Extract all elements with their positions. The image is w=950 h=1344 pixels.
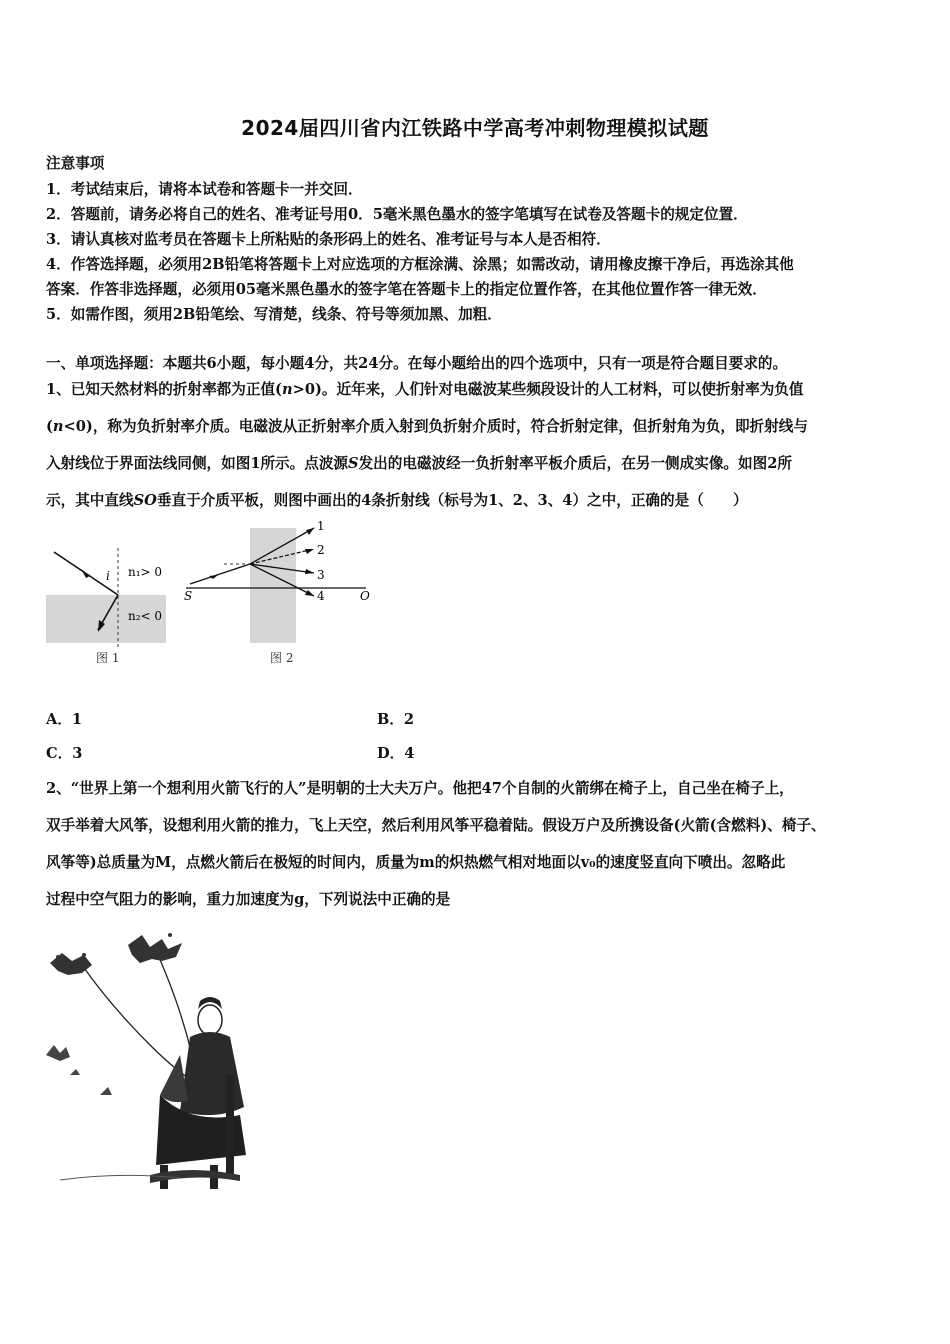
fig2-incident-arrow <box>209 575 218 579</box>
option-a: A．1 <box>46 711 83 728</box>
notice-heading: 注意事项 <box>46 155 105 172</box>
q1-line-3: 入射线位于界面法线同侧，如图1所示。点波源S发出的电磁波经一负折射率平板介质后，在另一侧成实像。如图2所 <box>46 455 792 472</box>
q2-line-2: 双手举着大风筝，设想利用火箭的推力，飞上天空，然后利用风筝平稳着陆。假设万户及所携设备(火箭(含燃料)、椅子、 <box>46 817 826 834</box>
notice-item-5: 5．如需作图，须用2B铅笔绘、写清楚，线条、符号等须加黑、加粗． <box>46 306 502 323</box>
notice-item-3: 3．请认真核对监考员在答题卡上所粘贴的条形码上的姓名、准考证号与本人是否相符． <box>46 231 611 248</box>
fig2-ray-label-3: 3 <box>317 568 325 582</box>
fig2-ray-label-2: 2 <box>317 543 325 557</box>
figure-2 <box>180 518 380 670</box>
q1-line-1: 1、已知天然材料的折射率都为正值(n>0)。近年来，人们针对电磁波某些频段设计的人工材料，可以使折射率为负值 <box>46 381 804 398</box>
q2-line-4: 过程中空气阻力的影响，重力加速度为g，下列说法中正确的是 <box>46 891 451 908</box>
page-title: 2024届四川省内江铁路中学高考冲刺物理模拟试题 <box>241 116 709 140</box>
fig2-s-label: S <box>184 589 193 603</box>
fig1-n2-label: n₂< 0 <box>128 609 163 623</box>
notice-item-4-cont: 答案．作答非选择题，必须用05毫米黑色墨水的签字笔在答题卡上的指定位置作答，在其他位置作答一律无效． <box>46 281 767 298</box>
fig2-arrow-2 <box>305 549 314 554</box>
section-heading: 一、单项选择题：本题共6小题，每小题4分，共24分。在每小题给出的四个选项中，只有一项是符合题目要求的。 <box>46 355 788 372</box>
fig2-ray-label-4: 4 <box>317 589 325 603</box>
q2-line-3: 风筝等)总质量为M，点燃火箭后在极短的时间内，质量为m的炽热燃气相对地面以v₀的速度竖直向下喷出。忽略此 <box>46 854 786 871</box>
fig1-n1-label: n₁> 0 <box>128 565 163 579</box>
q1-line-2: (n<0)，称为负折射率介质。电磁波从正折射率介质入射到负折射介质时，符合折射定律，但折射角为负，即折射线与 <box>46 418 808 435</box>
kite-string-left <box>82 965 200 1085</box>
fig1-incident-arrow <box>81 569 90 578</box>
option-c: C．3 <box>46 745 83 762</box>
foliage-icon <box>46 1045 112 1095</box>
fig1-caption: 图 1 <box>96 651 120 665</box>
notice-item-1: 1．考试结束后，请将本试卷和答题卡一并交回． <box>46 181 363 198</box>
figure-1 <box>40 540 180 670</box>
fig2-slab <box>250 528 296 643</box>
notice-item-4: 4．作答选择题，必须用2B铅笔将答题卡上对应选项的方框涂满、涂黑；如需改动，请用橡皮擦干净后，再选涂其他 <box>46 256 794 273</box>
kite-left-icon <box>50 953 92 975</box>
fig2-o-label: O <box>360 589 370 603</box>
kite-right-icon <box>128 933 182 963</box>
fig2-caption: 图 2 <box>270 651 294 665</box>
option-b: B．2 <box>377 711 415 728</box>
fig2-arrow-4 <box>305 590 314 596</box>
wanhu-illustration <box>40 925 270 1195</box>
q1-line-4: 示，其中直线SO垂直于介质平板，则图中画出的4条折射线（标号为1、2、3、4）之中，正确的是（ ） <box>46 492 748 509</box>
option-d: D．4 <box>377 745 415 762</box>
notice-item-2: 2．答题前，请务必将自己的姓名、准考证号用0．5毫米黑色墨水的签字笔填写在试卷及答题卡的规定位置． <box>46 206 748 223</box>
wanhu-figure-icon <box>60 997 246 1189</box>
fig1-angle-label: i <box>106 569 110 583</box>
fig2-arrow-1 <box>306 528 314 535</box>
fig2-ray-label-1: 1 <box>317 519 325 533</box>
fig2-incident-ray <box>190 564 250 584</box>
q2-line-1: 2、“世界上第一个想利用火箭飞行的人”是明朝的士大夫万户。他把47个自制的火箭绑在椅子上，自己坐在椅子上， <box>46 780 794 797</box>
